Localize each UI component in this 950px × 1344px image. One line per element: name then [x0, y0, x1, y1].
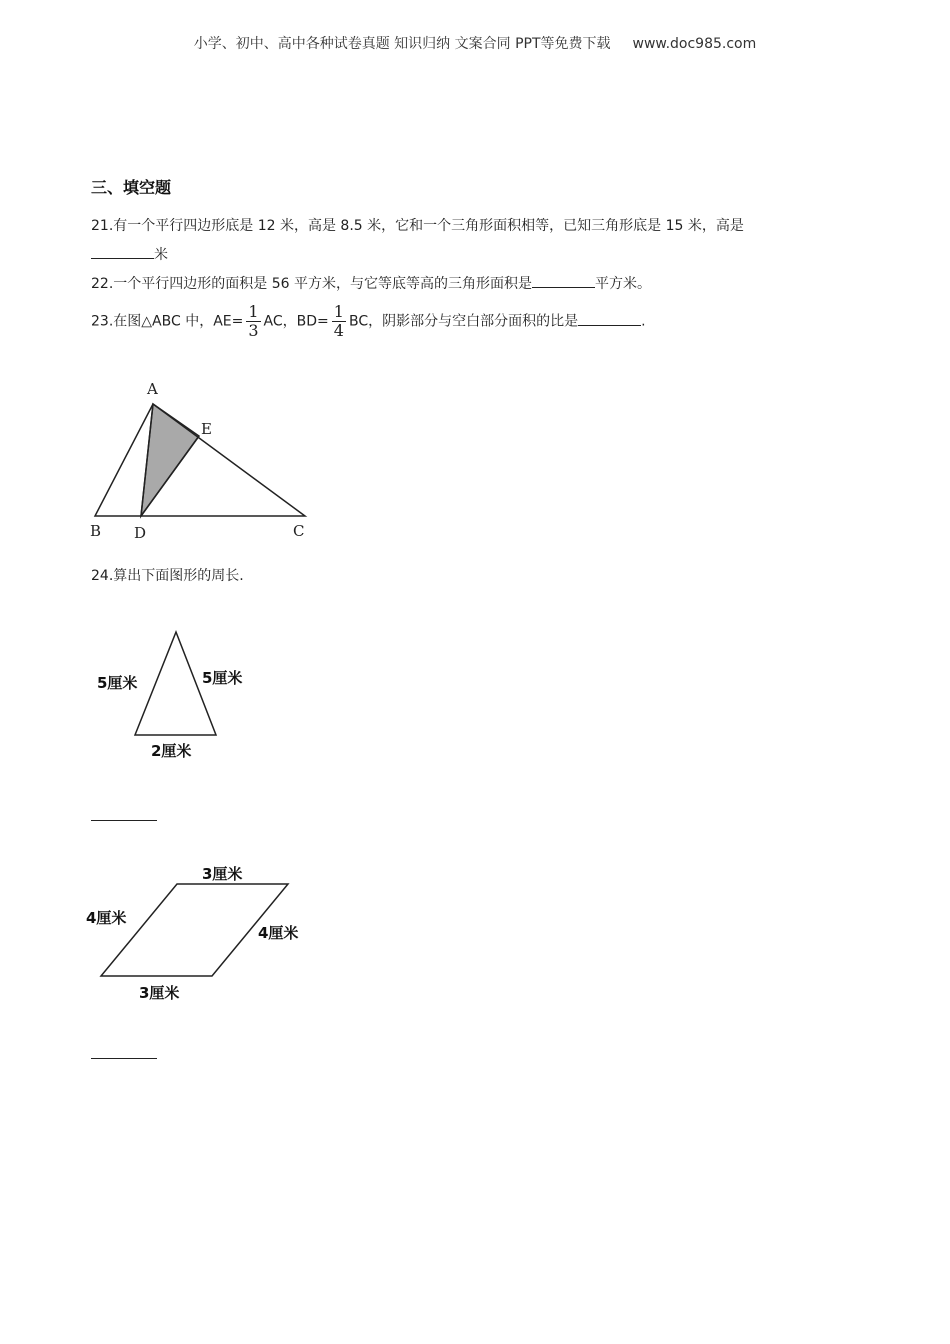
- point-label-e: E: [201, 420, 212, 438]
- fraction-numerator: 1: [333, 302, 344, 321]
- triangle-left-side-label: 5厘米: [97, 674, 138, 692]
- header-text: 小学、初中、高中各种试卷真题 知识归纳 文案合同 PPT等免费下载: [193, 36, 611, 52]
- parallelogram-right-label: 4厘米: [258, 924, 299, 942]
- question-24: 24.算出下面图形的周长.: [91, 568, 244, 584]
- q23-text-1: 23.在图△ABC 中，AE=: [91, 313, 244, 330]
- header-site[interactable]: www.doc985.com: [632, 36, 757, 52]
- triangle-base-label: 2厘米: [151, 742, 192, 760]
- q24-triangle-answer-line[interactable]: [91, 820, 157, 821]
- triangle-right-side-label: 5厘米: [202, 669, 243, 687]
- parallelogram-left-label: 4厘米: [86, 909, 127, 927]
- q21-unit: 米: [154, 247, 168, 263]
- fraction-denominator: 4: [333, 321, 344, 340]
- q23-end: .: [641, 313, 646, 330]
- fraction-denominator: 3: [248, 321, 259, 340]
- parallelogram-bottom-label: 3厘米: [139, 984, 180, 1002]
- q23-text-2: AC，BD=: [263, 313, 329, 330]
- fraction-numerator: 1: [248, 302, 259, 321]
- point-label-b: B: [90, 522, 102, 540]
- point-label-d: D: [134, 524, 147, 542]
- point-label-a: A: [147, 380, 158, 398]
- section-title: 三、填空题: [91, 178, 172, 197]
- q22-text-before: 22.一个平行四边形的面积是 56 平方米，与它等底等高的三角形面积是: [91, 276, 532, 292]
- question-21-line1: 21.有一个平行四边形底是 12 米，高是 8.5 米，它和一个三角形面积相等，已知三角形底是 15 米，高是: [91, 218, 744, 234]
- q22-text-after: 平方米。: [594, 276, 651, 292]
- q23-text-3: BC，阴影部分与空白部分面积的比是: [348, 313, 579, 330]
- point-label-c: C: [293, 522, 305, 540]
- parallelogram-top-label: 3厘米: [202, 865, 243, 883]
- q24-parallelogram-answer-line[interactable]: [91, 1058, 157, 1059]
